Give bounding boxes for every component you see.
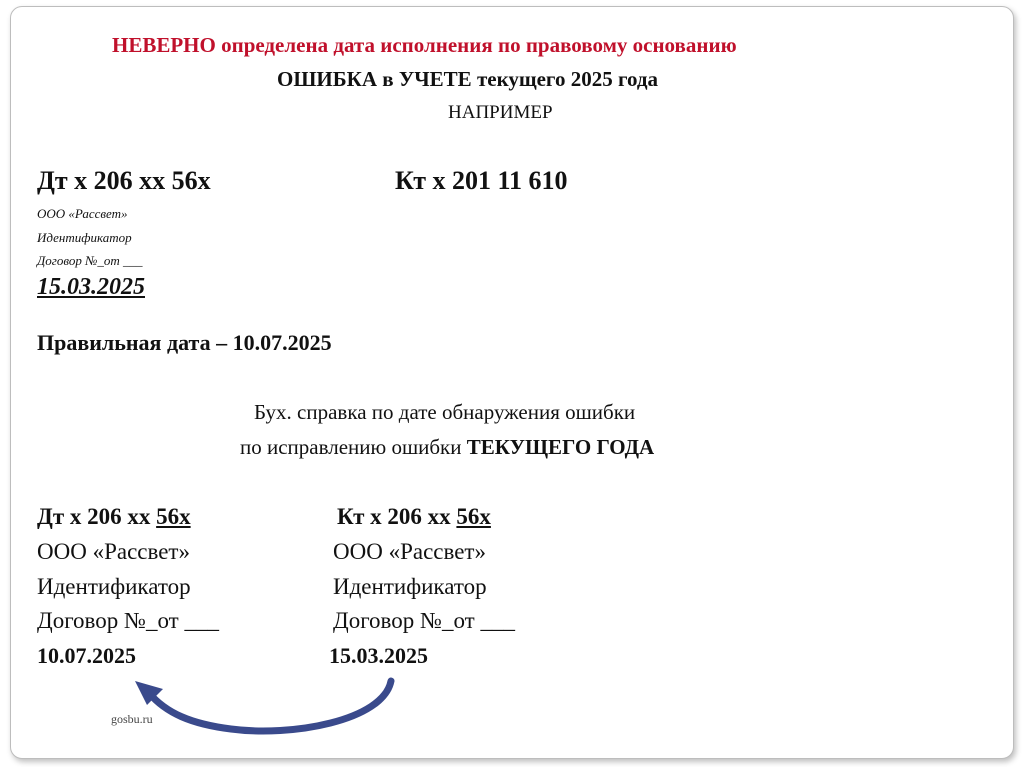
certificate-line2 xyxy=(240,435,654,460)
certificate-line2-prefix: по исправлению ошибки xyxy=(240,435,467,459)
wrong-identifier: Идентификатор xyxy=(37,230,132,245)
source-watermark: gosbu.ru xyxy=(111,712,153,726)
correction-contract-right: Договор №_от ___ xyxy=(333,608,515,633)
correction-credit xyxy=(337,504,491,530)
correct-date: Правильная дата – 10.07.2025 xyxy=(37,330,332,355)
correction-org-right: ООО «Рассвет» xyxy=(333,539,486,564)
wrong-org: ООО «Рассвет» xyxy=(37,206,128,221)
correction-debit-suffix: 56х xyxy=(156,504,191,529)
title-rest: определена дата исполнения по правовому основанию xyxy=(215,33,737,57)
correction-identifier-left: Идентификатор xyxy=(37,574,191,599)
certificate-line1: Бух. справка по дате обнаружения ошибки xyxy=(254,400,636,424)
subtitle: ОШИБКА в УЧЕТЕ текущего 2025 года xyxy=(277,67,658,91)
correction-org-left: ООО «Рассвет» xyxy=(37,539,190,564)
correction-debit-prefix: Дт х 206 хх xyxy=(37,504,157,529)
correction-date-left: 10.07.2025 xyxy=(37,643,136,668)
slide-title xyxy=(112,33,737,58)
swap-arrow-icon xyxy=(121,675,411,739)
example-label: НАПРИМЕР xyxy=(448,102,553,123)
certificate-line2-bold: ТЕКУЩЕГО ГОДА xyxy=(466,435,655,459)
correction-credit-suffix: 56х xyxy=(456,504,491,529)
title-emphasis: НЕВЕРНО xyxy=(112,33,216,57)
correction-debit xyxy=(37,504,191,530)
swap-arrow-curve xyxy=(149,681,391,731)
wrong-debit: Дт х 206 хх 56х xyxy=(37,166,211,195)
slide xyxy=(10,6,1014,759)
wrong-credit: Кт х 201 11 610 xyxy=(395,166,568,195)
correction-credit-prefix: Кт х 206 хх xyxy=(337,504,457,529)
correction-identifier-right: Идентификатор xyxy=(333,574,487,599)
wrong-contract: Договор №_от ___ xyxy=(37,253,143,268)
correction-contract-left: Договор №_от ___ xyxy=(37,608,219,633)
wrong-date: 15.03.2025 xyxy=(37,274,145,300)
correction-date-right: 15.03.2025 xyxy=(329,643,428,668)
